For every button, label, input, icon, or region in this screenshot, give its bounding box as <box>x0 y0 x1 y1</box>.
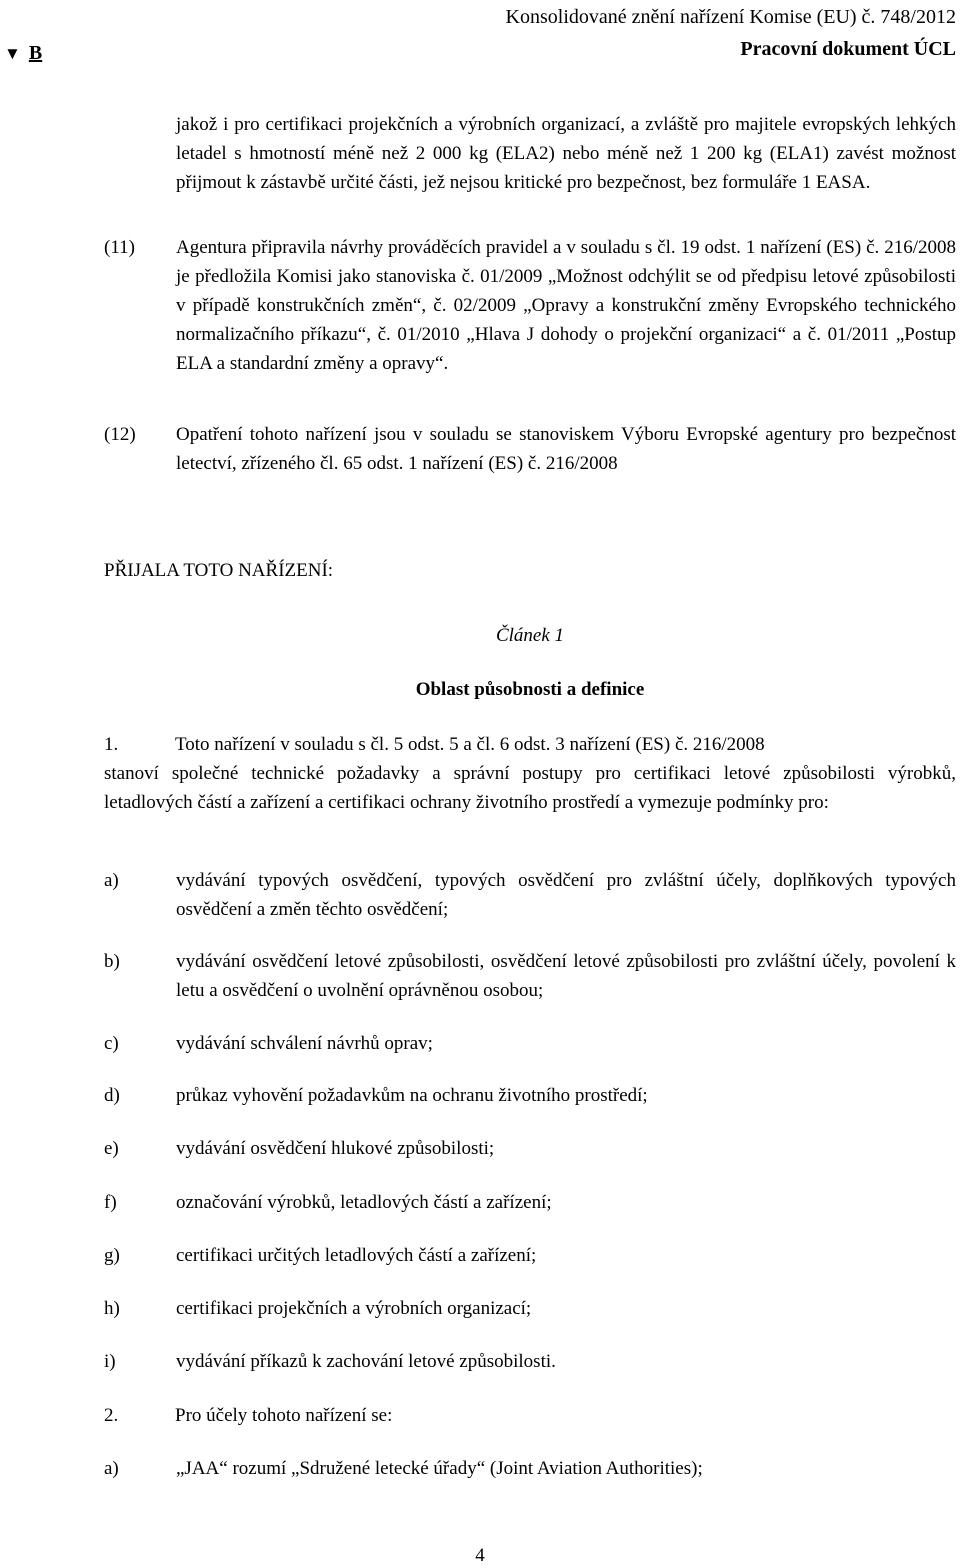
paragraph-number: 1. <box>104 734 119 755</box>
list-item-text: „JAA“ rozumí „Sdružené letecké úřady“ (Joint Aviation Authorities); <box>176 1458 703 1479</box>
adoption-statement: PŘIJALA TOTO NAŘÍZENÍ: <box>104 560 334 581</box>
amendment-letter[interactable]: B <box>28 42 43 64</box>
list-item-label: h) <box>104 1298 120 1319</box>
header-subtitle: Pracovní dokument ÚCL <box>740 38 956 60</box>
list-item-label: a) <box>104 1458 119 1479</box>
list-item-label: f) <box>104 1192 117 1213</box>
list-item-label: b) <box>104 951 120 972</box>
recital-text: Opatření tohoto nařízení jsou v souladu se stanoviskem Výboru Evropské agentury pro bezpečnost letectví, zřízeného čl. 65 odst. 1 nařízení (ES) č. 216/2008 <box>176 424 956 474</box>
list-item-text: certifikaci projekčních a výrobních organizací; <box>176 1298 532 1319</box>
article-subtitle: Oblast působnosti a definice <box>415 679 645 700</box>
page-number: 4 <box>475 1545 485 1566</box>
list-item-text: certifikaci určitých letadlových částí a zařízení; <box>176 1245 537 1266</box>
header-title: Konsolidované znění nařízení Komise (EU) č. 748/2012 <box>505 6 956 28</box>
list-item-label: c) <box>104 1033 119 1054</box>
list-item-label: d) <box>104 1085 120 1106</box>
list-item-text: označování výrobků, letadlových částí a zařízení; <box>176 1192 552 1213</box>
recital-number: (11) <box>104 237 135 258</box>
list-item-text: vydávání osvědčení letové způsobilosti, osvědčení letové způsobilosti pro zvláštní účely, povolení k letu a osvědčení o uvolnění oprávněnou osobou; <box>176 951 956 1001</box>
list-item-label: a) <box>104 870 119 891</box>
paragraph-number: 2. <box>104 1405 119 1426</box>
triangle-down-icon: ▼ <box>4 44 21 63</box>
amendment-marker <box>4 42 42 65</box>
list-item-text: vydávání typových osvědčení, typových osvědčení pro zvláštní účely, doplňkových typových osvědčení a změn těchto osvědčení; <box>176 870 956 920</box>
list-item-text: vydávání schválení návrhů oprav; <box>176 1033 433 1054</box>
list-item-text: průkaz vyhovění požadavkům na ochranu životního prostředí; <box>176 1085 648 1106</box>
paragraph-body: stanoví společné technické požadavky a správní postupy pro certifikaci letové způsobilosti výrobků, letadlových částí a zařízení a certifikaci ochrany životního prostředí a vymezuje podmínky pro: <box>104 763 956 813</box>
list-item-text: vydávání příkazů k zachování letové způsobilosti. <box>176 1351 556 1372</box>
article-title: Článek 1 <box>495 625 565 646</box>
paragraph-text: Pro účely tohoto nařízení se: <box>175 1405 393 1426</box>
list-item-text: vydávání osvědčení hlukové způsobilosti; <box>176 1138 495 1159</box>
list-item-label: i) <box>104 1351 116 1372</box>
list-item-label: g) <box>104 1245 120 1266</box>
list-item-label: e) <box>104 1138 119 1159</box>
paragraph-first-line: Toto nařízení v souladu s čl. 5 odst. 5 a čl. 6 odst. 3 nařízení (ES) č. 216/2008 <box>175 734 765 755</box>
recital-continuation: jakož i pro certifikaci projekčních a výrobních organizací, a zvláště pro majitele evropských lehkých letadel s hmotností méně než 2 000 kg (ELA2) nebo méně než 1 200 kg (ELA1) zavést možnost přijmout k zástavbě určité části, jež nejsou kritické pro bezpečnost, bez formuláře 1 EASA. <box>176 114 956 193</box>
recital-text: Agentura připravila návrhy prováděcích pravidel a v souladu s čl. 19 odst. 1 nařízení (ES) č. 216/2008 je předložila Komisi jako stanoviska č. 01/2009 „Možnost odchýlit se od předpisu letové způsobilosti v případě konstrukčních změn“, č. 02/2009 „Opravy a konstrukční změny Evropského technického normalizačního příkazu“, č. 01/2010 „Hlava J dohody o projekční organizaci“ a č. 01/2011 „Postup ELA a standardní změny a opravy“. <box>176 237 956 374</box>
recital-number: (12) <box>104 424 136 445</box>
